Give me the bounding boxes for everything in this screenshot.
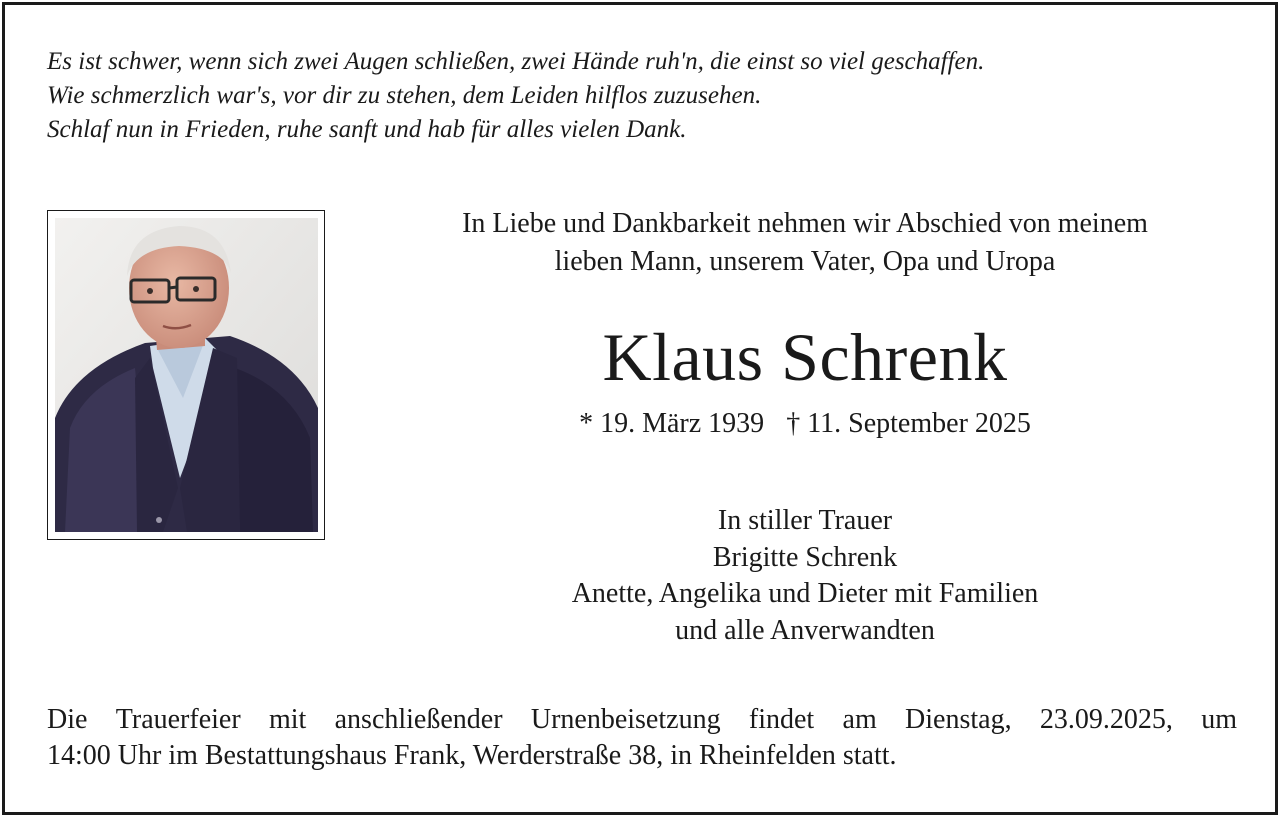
service-line: 14:00 Uhr im Bestattungshaus Frank, Werderstraße 38, in Rheinfelden statt. bbox=[47, 740, 897, 771]
service-word: findet bbox=[748, 704, 815, 735]
mourner-line: Brigitte Schrenk bbox=[712, 541, 898, 573]
funeral-service-info bbox=[47, 702, 1237, 774]
memorial-poem bbox=[47, 45, 1227, 147]
portrait-frame bbox=[47, 210, 325, 540]
deceased-name: Klaus Schrenk bbox=[602, 319, 1008, 395]
birth-date: * 19. März 1939 bbox=[579, 408, 765, 439]
obituary-notice bbox=[2, 2, 1278, 815]
service-word: Die bbox=[47, 704, 88, 735]
portrait-photo bbox=[55, 218, 318, 532]
poem-line: Schlaf nun in Frieden, ruhe sanft und hab für alles vielen Dank. bbox=[47, 116, 687, 143]
intro-line: In Liebe und Dankbarkeit nehmen wir Abschied von meinem bbox=[462, 208, 1148, 239]
service-word: mit bbox=[268, 704, 307, 735]
death-date: † 11. September 2025 bbox=[786, 408, 1031, 439]
poem-line: Es ist schwer, wenn sich zwei Augen schließen, zwei Hände ruh'n, die einst so viel geschaffen. bbox=[47, 48, 985, 75]
service-word: Trauerfeier bbox=[115, 704, 241, 735]
service-word: 23.09.2025, bbox=[1039, 704, 1173, 735]
farewell-intro bbox=[375, 205, 1235, 281]
service-word: um bbox=[1201, 704, 1237, 735]
life-dates bbox=[375, 405, 1235, 443]
service-word: am bbox=[842, 704, 877, 735]
mourners-list bbox=[375, 503, 1235, 649]
intro-line: lieben Mann, unserem Vater, Opa und Uropa bbox=[554, 246, 1056, 277]
service-word: Urnenbeisetzung bbox=[530, 704, 721, 735]
mourner-line: In stiller Trauer bbox=[717, 505, 893, 536]
service-line bbox=[47, 702, 1237, 738]
mourner-line: und alle Anverwandten bbox=[675, 614, 935, 646]
mourner-line: Anette, Angelika und Dieter mit Familien bbox=[571, 578, 1039, 609]
service-word: Dienstag, bbox=[905, 704, 1012, 735]
service-word: anschließender bbox=[334, 704, 503, 735]
poem-line: Wie schmerzlich war's, vor dir zu stehen, dem Leiden hilflos zuzusehen. bbox=[47, 82, 762, 109]
